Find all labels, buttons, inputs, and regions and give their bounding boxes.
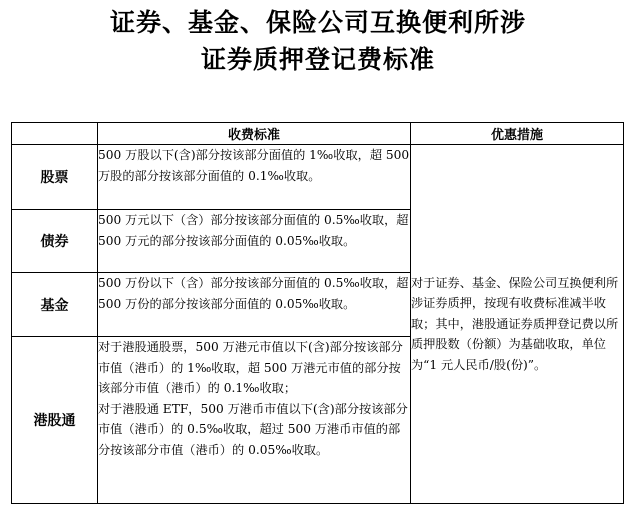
title-line-1: 证券、基金、保险公司互换便利所涉 (109, 8, 526, 37)
header-blank-cell (12, 123, 98, 145)
standard-text-hk-stocks: 对于港股通股票，500 万港元市值以下(含)部分按该部分市值（港币）的 1‰收取，超 500 万港元市值的部分按该部分市值（港币）的 0.1‰收取； (98, 340, 403, 395)
title-line-2: 证券质押登记费标准 (200, 45, 435, 74)
standard-funds (98, 273, 411, 337)
standard-stocks (98, 145, 411, 210)
category-funds: 基金 (12, 273, 98, 337)
category-stocks: 股票 (12, 145, 98, 210)
standard-hk-connect (98, 337, 411, 504)
document-title (0, 4, 636, 78)
table-row-stocks (12, 145, 624, 210)
standard-bonds (98, 210, 411, 273)
header-preferential-measures: 优惠措施 (411, 123, 624, 145)
category-hk-connect: 港股通 (12, 337, 98, 504)
header-fee-standard: 收费标准 (98, 123, 411, 145)
fee-table (11, 122, 624, 504)
standard-text-hk-etf: 对于港股通 ETF，500 万港币市值以下(含)部分按该部分市值（港币）的 0.5‰收取，超过 500 万港币市值的部分按该部分市值（港币）的 0.05‰收取。 (98, 401, 408, 457)
preferential-measures-text: 对于证券、基金、保险公司互换便利所涉证券质押，按现有收费标准减半收取；其中，港股通证券质押登记费以所质押股数（份额）为基础收取，单位为“1 元人民币/股(份)”。 (411, 145, 624, 504)
standard-text: 500 万份以下（含）部分按该部分面值的 0.5‰收取，超 500 万份的部分按该部分面值的 0.05‰收取。 (98, 276, 409, 311)
standard-text: 500 万元以下（含）部分按该部分面值的 0.5‰收取，超 500 万元的部分按该部分面值的 0.05‰收取。 (98, 213, 409, 248)
table-header-row (12, 123, 624, 145)
standard-text: 500 万股以下(含)部分按该部分面值的 1‰收取，超 500 万股的部分按该部分面值的 0.1‰收取。 (98, 148, 410, 183)
category-bonds: 债券 (12, 210, 98, 273)
